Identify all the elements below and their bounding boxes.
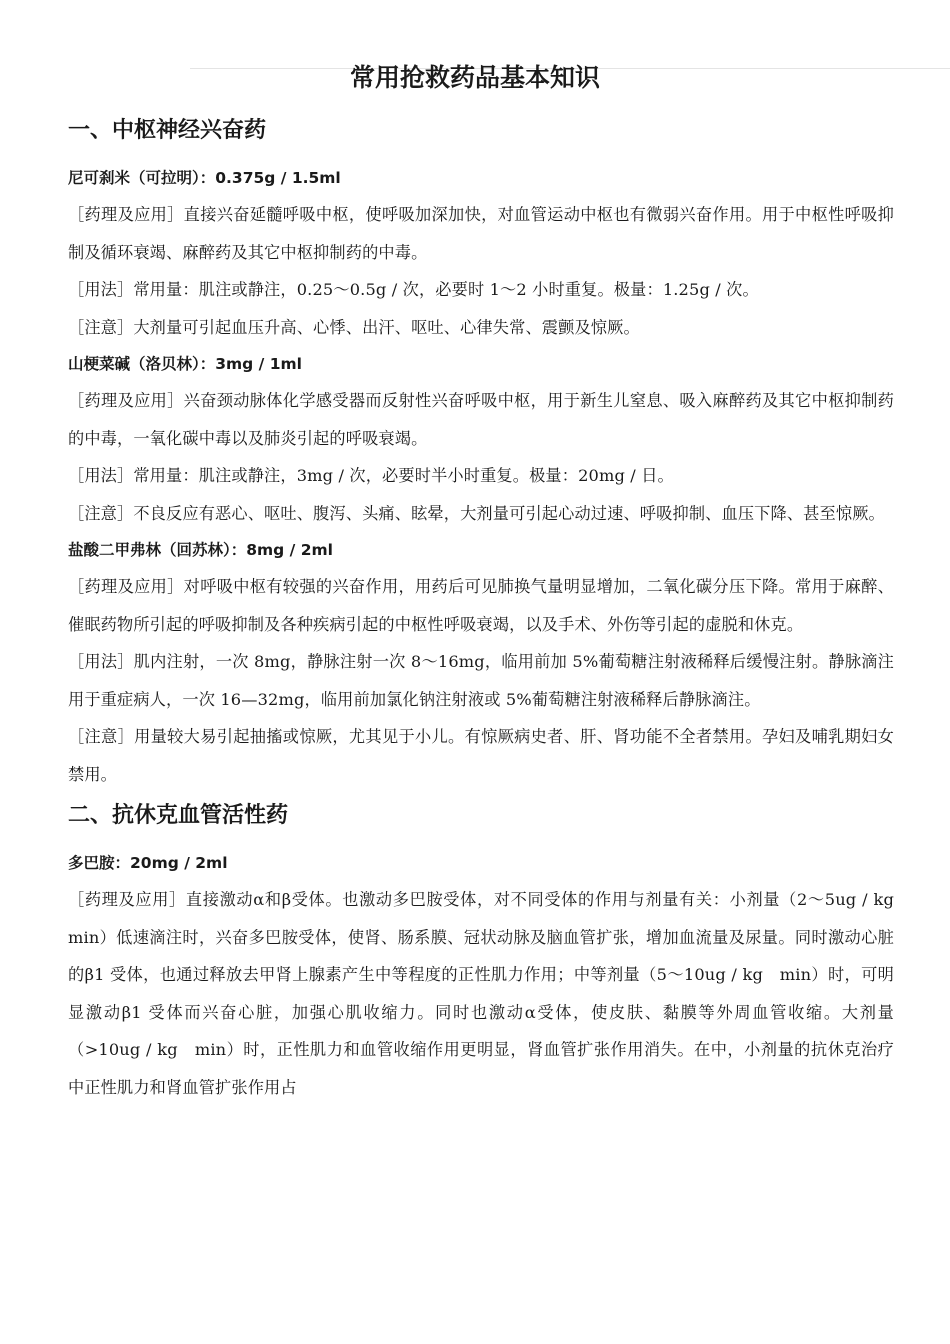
drug-caution: ［注意］用量较大易引起抽搐或惊厥，尤其见于小儿。有惊厥病史者、肝、肾功能不全者禁用。孕妇及哺乳期妇女禁用。 (68, 727, 894, 784)
drug-pharmacology: ［药理及应用］直接激动α和β受体。也激动多巴胺受体，对不同受体的作用与剂量有关：小剂量（2～5ug / kg min）低速滴注时，兴奋多巴胺受体，使肾、肠系膜、冠状动脉及脑血管扩张，增加血流量及尿量。同时激动心脏的β1 受体，也通过释放去甲肾上腺素产生中等程度的正性肌力作用；中等剂量（5～10ug / kg min）时，可明显激动β1 受体而兴奋心脏，加强心肌收缩力。同时也激动α受体，使皮肤、黏膜等外周血管收缩。大剂量（>10ug / kg min）时，正性肌力和血管收缩作用更明显，肾血管扩张作用消失。在中，小剂量的抗休克治疗中正性肌力和肾血管扩张作用占 (68, 890, 911, 1097)
drug-usage: ［用法］肌内注射，一次 8mg，静脉注射一次 8～16mg，临用前加 5%葡萄糖注射液稀释后缓慢注射。静脉滴注用于重症病人，一次 16—32mg，临用前加氯化钠注射液或 5%葡萄糖注射液稀释后静脉滴注。 (68, 652, 894, 709)
drug-pharmacology: ［药理及应用］对呼吸中枢有较强的兴奋作用，用药后可见肺换气量明显增加，二氧化碳分压下降。常用于麻醉、催眠药物所引起的呼吸抑制及各种疾病引起的中枢性呼吸衰竭，以及手术、外伤等引起的虚脱和休克。 (68, 577, 894, 634)
drug-entry-dimefline (68, 532, 894, 793)
drug-entry-lobeline (68, 346, 894, 532)
drug-usage: ［用法］常用量：肌注或静注，3mg / 次，必要时半小时重复。极量：20mg / 日。 (68, 466, 674, 485)
drug-name: 盐酸二甲弗林（回苏林）：8mg / 2ml (68, 541, 333, 559)
drug-pharmacology: ［药理及应用］兴奋颈动脉体化学感受器而反射性兴奋呼吸中枢，用于新生儿窒息、吸入麻醉药及其它中枢抑制药的中毒，一氧化碳中毒以及肺炎引起的呼吸衰竭。 (68, 391, 894, 448)
section-heading-cns-stimulants: 一、中枢神经兴奋药 (68, 118, 267, 143)
drug-name: 山梗菜碱（洛贝林）：3mg / 1ml (68, 355, 302, 373)
section-heading-antishock-vasoactive: 二、抗休克血管活性药 (68, 803, 289, 828)
drug-usage: ［用法］常用量：肌注或静注，0.25～0.5g / 次，必要时 1～2 小时重复。极量：1.25g / 次。 (68, 280, 759, 299)
drug-name: 多巴胺：20mg / 2ml (68, 854, 228, 872)
drug-entry-dopamine (68, 845, 911, 1106)
drug-entry-nikethamide (68, 160, 894, 346)
document-body (68, 110, 911, 1106)
document-title: 常用抢救药品基本知识 (349, 63, 600, 92)
drug-caution: ［注意］大剂量可引起血压升高、心悸、出汗、呕吐、心律失常、震颤及惊厥。 (68, 317, 640, 337)
drug-pharmacology: ［药理及应用］直接兴奋延髓呼吸中枢，使呼吸加深加快，对血管运动中枢也有微弱兴奋作用。用于中枢性呼吸抑制及循环衰竭、麻醉药及其它中枢抑制药的中毒。 (68, 205, 894, 262)
drug-caution: ［注意］不良反应有恶心、呕吐、腹泻、头痛、眩晕，大剂量可引起心动过速、呼吸抑制、血压下降、甚至惊厥。 (68, 503, 885, 523)
drug-name: 尼可刹米（可拉明）：0.375g / 1.5ml (68, 169, 341, 187)
